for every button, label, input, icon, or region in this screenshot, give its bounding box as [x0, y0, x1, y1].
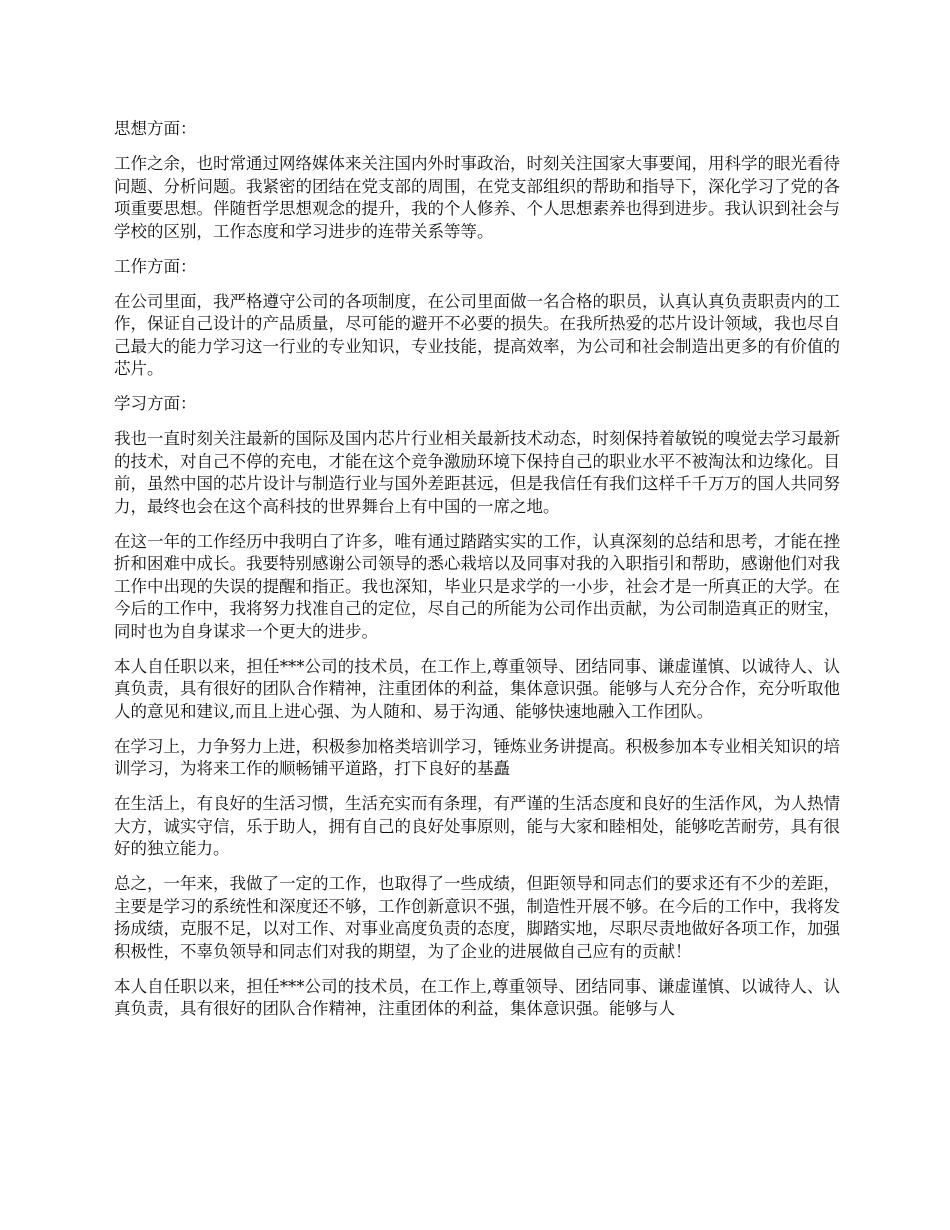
- paragraph-role: 本人自任职以来，担任***公司的技术员，在工作上,尊重领导、团结同事、谦虚谨慎、以诚待人、认真负责，具有很好的团队合作精神，注重团体的利益，集体意识强。能够与人充分合作，充分听取他人的意见和建议,而且上进心强、为人随和、易于沟通、能够快速地融入工作团队。: [114, 656, 840, 721]
- section-heading-study: 学习方面：: [114, 394, 197, 413]
- paragraph-work: 在公司里面，我严格遵守公司的各项制度，在公司里面做一名合格的职员，认真认真负责职责内的工作，保证自己设计的产品质量，尽可能的避开不必要的损失。在我所热爱的芯片设计领域，我也尽自己最大的能力学习这一行业的专业知识，专业技能，提高效率，为公司和社会制造出更多的有价值的芯片。: [114, 291, 840, 378]
- paragraph-role-repeat: 本人自任职以来，担任***公司的技术员，在工作上,尊重领导、团结同事、谦虚谨慎、以诚待人、认真负责，具有很好的团队合作精神，注重团体的利益，集体意识强。能够与人: [114, 976, 840, 1018]
- document-body: [114, 118, 840, 1033]
- paragraph-learning: 在学习上，力争努力上进，积极参加格类培训学习，锤炼业务讲提高。积极参加本专业相关知识的培训学习，为将来工作的顺畅铺平道路，打下良好的基矗: [114, 736, 840, 778]
- section-heading-thought: 思想方面：: [114, 119, 197, 138]
- section-heading-work: 工作方面：: [114, 256, 197, 276]
- paragraph-study: 我也一直时刻关注最新的国际及国内芯片行业相关最新技术动态，时刻保持着敏锐的嗅觉去学习最新的技术，对自己不停的充电，才能在这个竞争激励环境下保持自己的职业水平不被淘汰和边缘化。目前，虽然中国的芯片设计与制造行业与国外差距甚远，但是我信任有我们这样千千万万的国人共同努力，最终也会在这个高科技的世界舞台上有中国的一席之地。: [114, 429, 840, 516]
- paragraph-thought: 工作之余，也时常通过网络媒体来关注国内外时事政治，时刻关注国家大事要闻，用科学的眼光看待问题、分析问题。我紧密的团结在党支部的周围，在党支部组织的帮助和指导下，深化学习了党的各项重要思想。伴随哲学思想观念的提升，我的个人修养、个人思想素养也得到进步。我认识到社会与学校的区别，工作态度和学习进步的连带关系等等。: [114, 154, 840, 241]
- paragraph-summary: 总之，一年来，我做了一定的工作，也取得了一些成绩，但距领导和同志们的要求还有不少的差距，主要是学习的系统性和深度还不够，工作创新意识不强，制造性开展不够。在今后的工作中，我将发扬成绩，克服不足，以对工作、对事业高度负责的态度，脚踏实地，尽职尽责地做好各项工作，加强积极性，不辜负领导和同志们对我的期望，为了企业的进展做自己应有的贡献！: [114, 874, 840, 961]
- paragraph-life: 在生活上，有良好的生活习惯，生活充实而有条理，有严谨的生活态度和良好的生活作风，为人热情大方，诚实守信，乐于助人，拥有自己的良好处事原则，能与大家和睦相处，能够吃苦耐劳，具有很好的独立能力。: [114, 794, 840, 858]
- paragraph-experience: 在这一年的工作经历中我明白了许多，唯有通过踏踏实实的工作，认真深刻的总结和思考，才能在挫折和困难中成长。我要特别感谢公司领导的悉心栽培以及同事对我的入职指引和帮助，感谢他们对我工作中出现的失误的提醒和指正。我也深知，毕业只是求学的一小步，社会才是一所真正的大学。在今后的工作中，我将努力找准自己的定位，尽自己的所能为公司作出贡献，为公司制造真正的财宝，同时也为自身谋求一个更大的进步。: [114, 531, 840, 641]
